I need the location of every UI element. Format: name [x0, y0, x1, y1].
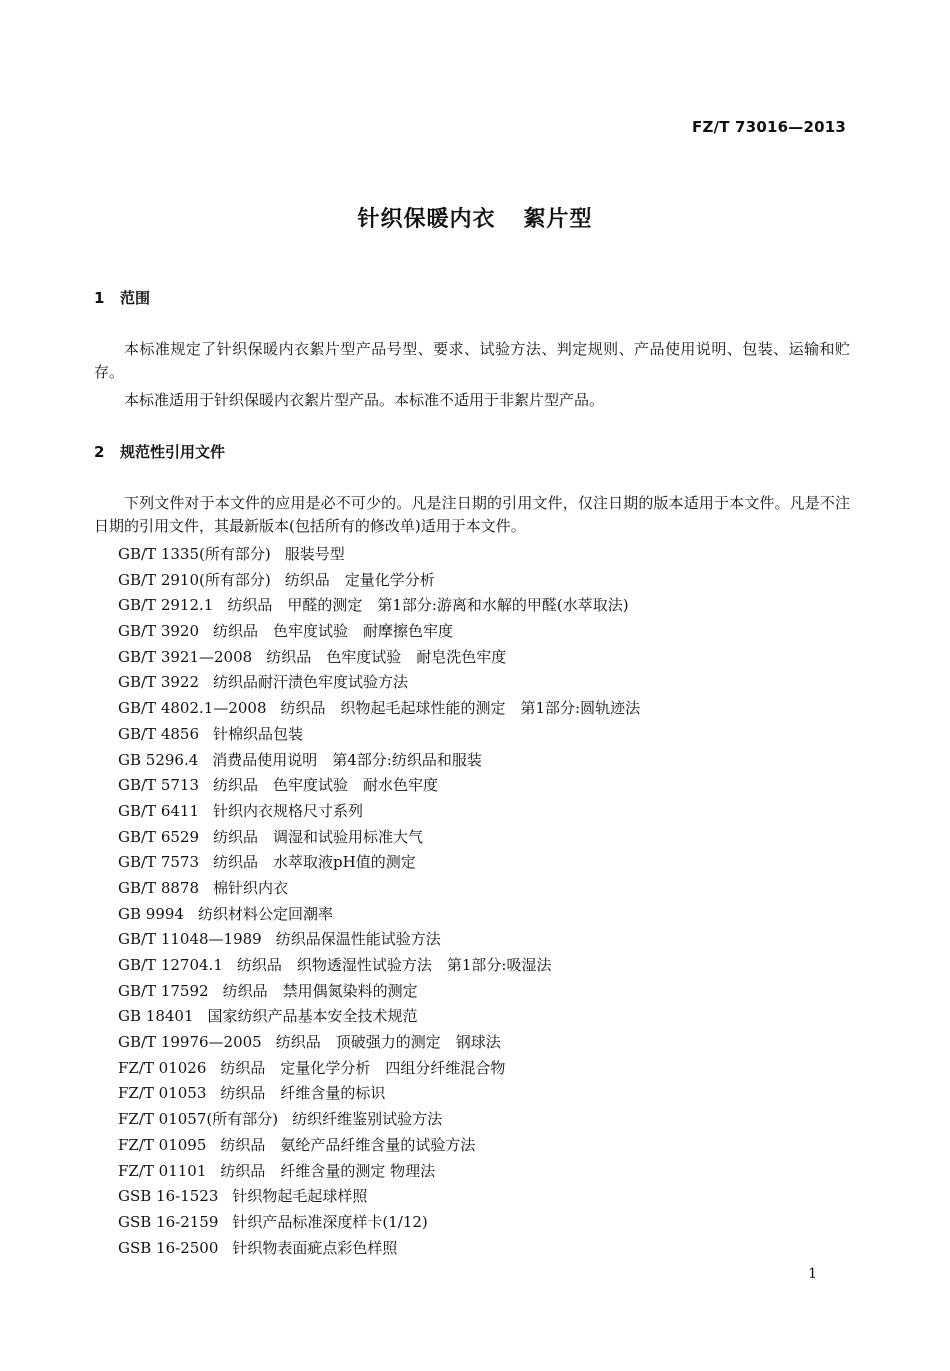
reference-title: 纺织品 禁用偶氮染料的测定 [222, 981, 418, 1000]
reference-item [94, 722, 640, 748]
section-1-heading [94, 287, 150, 308]
scope-paragraph-1: 本标准规定了针织保暖内衣絮片型产品号型、要求、试验方法、判定规则、产品使用说明、包装、运输和贮存。 [94, 340, 850, 381]
reference-code: FZ/T 01095 [118, 1135, 207, 1154]
reference-title: 纺织品 水萃取液pH值的测定 [213, 853, 416, 872]
reference-item [94, 670, 640, 696]
reference-item [94, 773, 640, 799]
reference-code: FZ/T 01026 [118, 1058, 207, 1077]
reference-title: 纺织品 色牢度试验 耐皂洗色牢度 [266, 647, 507, 666]
reference-title: 纺织纤维鉴别试验方法 [292, 1110, 443, 1129]
reference-title: 纺织品 氨纶产品纤维含量的试验方法 [220, 1135, 476, 1154]
reference-title: 纺织品 织物起毛起球性能的测定 第1部分:圆轨迹法 [280, 699, 641, 718]
reference-item [94, 1030, 640, 1056]
reference-title: 针织产品标准深度样卡(1/12) [232, 1212, 428, 1231]
reference-item [94, 568, 640, 594]
section-number: 2 [94, 443, 105, 461]
reference-code: GB/T 11048—1989 [118, 930, 262, 949]
reference-code: GB/T 3921—2008 [118, 647, 253, 666]
reference-code: GB/T 3920 [118, 622, 200, 641]
reference-code: GB 9994 [118, 904, 184, 923]
reference-code: FZ/T 01057(所有部分) [118, 1110, 279, 1129]
reference-item [94, 1081, 640, 1107]
reference-code: FZ/T 01101 [118, 1161, 207, 1180]
reference-item [94, 645, 640, 671]
reference-code: GB/T 2912.1 [118, 596, 214, 615]
reference-code: GB/T 3922 [118, 673, 200, 692]
reference-item [94, 876, 640, 902]
reference-title: 纺织品 顶破强力的测定 钢球法 [275, 1033, 501, 1052]
reference-item [94, 593, 640, 619]
reference-item [94, 850, 640, 876]
reference-item [94, 1133, 640, 1159]
reference-title: 纺织品 定量化学分析 [284, 570, 435, 589]
reference-code: GSB 16-1523 [118, 1187, 219, 1206]
reference-title: 棉针织内衣 [213, 878, 289, 897]
reference-item [94, 979, 640, 1005]
reference-code: GB/T 2910(所有部分) [118, 570, 271, 589]
reference-item [94, 902, 640, 928]
reference-title: 纺织品 织物透湿性试验方法 第1部分:吸湿法 [236, 956, 552, 974]
references-intro: 下列文件对于本文件的应用是必不可少的。凡是注日期的引用文件，仅注日期的版本适用于本文件。凡是不注日期的引用文件，其最新版本(包括所有的修改单)适用于本文件。 [94, 494, 850, 535]
reference-item [94, 825, 640, 851]
reference-code: GB/T 12704.1 [118, 956, 223, 974]
reference-code: GB/T 19976—2005 [118, 1033, 262, 1052]
reference-title: 纺织品 纤维含量的标识 [220, 1084, 386, 1103]
reference-code: GB/T 8878 [118, 878, 200, 897]
reference-title: 纺织品 色牢度试验 耐水色牢度 [213, 776, 439, 795]
section-title: 规范性引用文件 [120, 443, 226, 461]
scope-paragraph-2: 本标准适用于针织保暖内衣絮片型产品。本标准不适用于非絮片型产品。 [124, 391, 605, 409]
reference-code: GB/T 4802.1—2008 [118, 699, 267, 718]
reference-item [94, 1184, 640, 1210]
reference-title: 纺织材料公定回潮率 [197, 904, 333, 923]
reference-item [94, 619, 640, 645]
reference-title: 纺织品 纤维含量的测定 物理法 [220, 1161, 436, 1180]
reference-title: 针棉织品包装 [213, 724, 304, 743]
title-part-2: 絮片型 [523, 207, 593, 232]
reference-code: GSB 16-2500 [118, 1238, 219, 1257]
reference-code: GB/T 4856 [118, 724, 200, 743]
page-number: 1 [808, 1266, 817, 1282]
reference-title: 纺织品保温性能试验方法 [275, 930, 441, 949]
reference-title: 纺织品 色牢度试验 耐摩擦色牢度 [213, 622, 454, 641]
reference-title: 国家纺织产品基本安全技术规范 [207, 1007, 418, 1026]
reference-title: 服装号型 [284, 545, 345, 563]
section-number: 1 [94, 289, 105, 307]
reference-title: 消费品使用说明 第4部分:纺织品和服装 [212, 750, 482, 769]
reference-item [94, 1236, 640, 1262]
reference-code: GB 5296.4 [118, 750, 199, 769]
reference-title: 纺织品 调湿和试验用标准大气 [213, 827, 424, 846]
reference-code: GB/T 7573 [118, 853, 200, 872]
reference-item [94, 799, 640, 825]
reference-title: 纺织品 甲醛的测定 第1部分:游离和水解的甲醛(水萃取法) [227, 596, 629, 615]
reference-item [94, 696, 640, 722]
reference-code: GB 18401 [118, 1007, 194, 1026]
reference-title: 纺织品耐汗渍色牢度试验方法 [213, 673, 409, 692]
reference-item [94, 1210, 640, 1236]
reference-list [94, 542, 640, 1261]
reference-code: GB/T 5713 [118, 776, 200, 795]
reference-title: 针织物起毛起球样照 [232, 1187, 368, 1206]
reference-item [94, 542, 640, 568]
title-part-1: 针织保暖内衣 [357, 207, 496, 232]
reference-item [94, 1107, 640, 1133]
section-2-heading [94, 441, 225, 462]
reference-item [94, 1004, 640, 1030]
reference-item [94, 953, 640, 979]
reference-code: GB/T 1335(所有部分) [118, 545, 271, 563]
reference-code: GB/T 6529 [118, 827, 200, 846]
reference-title: 针织物表面疵点彩色样照 [232, 1238, 398, 1257]
document-title [0, 202, 950, 233]
reference-item [94, 1056, 640, 1082]
reference-code: GB/T 17592 [118, 981, 209, 1000]
reference-title: 针织内衣规格尺寸系列 [213, 801, 364, 820]
reference-code: FZ/T 01053 [118, 1084, 207, 1103]
reference-item [94, 927, 640, 953]
reference-item [94, 1159, 640, 1185]
reference-code: GB/T 6411 [118, 801, 200, 820]
section-title: 范围 [120, 289, 151, 307]
standard-code: FZ/T 73016—2013 [692, 118, 846, 136]
reference-code: GSB 16-2159 [118, 1212, 219, 1231]
reference-title: 纺织品 定量化学分析 四组分纤维混合物 [220, 1058, 506, 1077]
reference-item [94, 748, 640, 774]
